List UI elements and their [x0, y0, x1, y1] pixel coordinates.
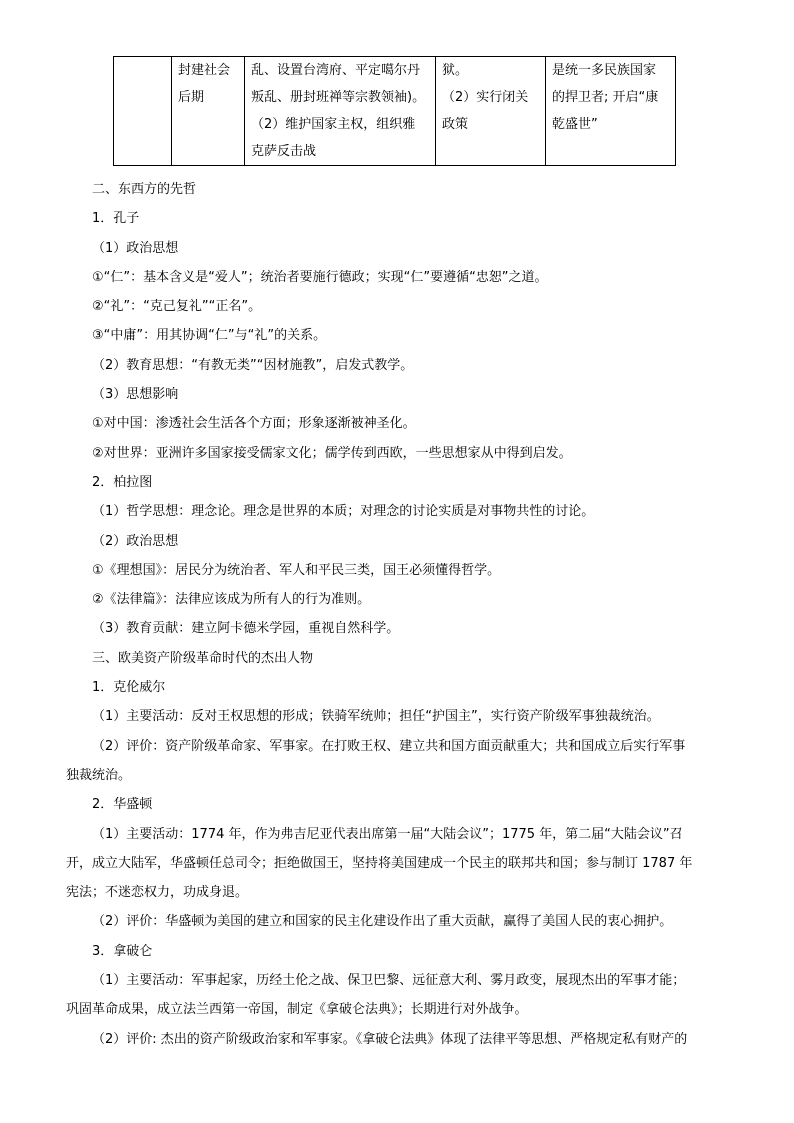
text-line: 3．拿破仑 [92, 943, 153, 959]
table-cell-activities [245, 57, 436, 166]
table-cell-policy [436, 57, 546, 166]
text-line: ③“中庸”：用其协调“仁”与“礼”的关系。 [92, 328, 327, 344]
text-line: 2．柏拉图 [92, 474, 153, 490]
table-cell-period [172, 57, 245, 166]
cell-line: （2）维护国家主权，组织雅 [251, 117, 416, 132]
text-line: 1．克伦威尔 [92, 680, 166, 696]
text-line: 2．华盛顿 [92, 797, 153, 813]
cell-line: 乱、设置台湾府、平定噶尔丹 [251, 63, 421, 78]
table-cell-evaluation [546, 57, 676, 166]
table-row [114, 57, 676, 166]
text-line: （1）政治思想 [92, 240, 179, 256]
cell-line: （2）实行闭关 [442, 90, 529, 105]
text-line: 二、东西方的先哲 [92, 182, 197, 197]
history-figures-table-fragment [113, 56, 676, 166]
text-line: （1）主要活动：反对王权思想的形成；铁骑军统帅；担任“护国主”，实行资产阶级军事独裁统治。 [92, 709, 660, 725]
text-line: 开，成立大陆军，华盛顿任总司令；拒绝做国王，坚持将美国建成一个民主的联邦共和国；参与制订 1787 年 [66, 855, 693, 871]
text-line: （1）主要活动：军事起家，历经土伦之战、保卫巴黎、远征意大利、雾月政变，展现杰出的军事才能； [92, 973, 686, 989]
cell-line: 叛乱、册封班禅等宗教领袖)。 [251, 90, 426, 105]
text-line: ②“礼”：“克己复礼”“正名”。 [92, 299, 262, 315]
cell-line: 是统一多民族国家 [552, 63, 657, 78]
cell-line: 后期 [178, 90, 205, 105]
text-line: （3）思想影响 [92, 387, 179, 403]
table-cell-empty [114, 57, 172, 166]
cell-line: 的捍卫者; 开启“康 [552, 90, 659, 105]
text-line: （2）评价: 杰出的资产阶级政治家和军事家。《拿破仑法典》体现了法律平等思想、严格规定私有财产的 [92, 1031, 688, 1047]
cell-line: 狱。 [442, 63, 469, 78]
text-line: ②《法律篇》：法律应该成为所有人的行为准则。 [92, 592, 371, 608]
text-line: 1．孔子 [92, 211, 140, 227]
text-line: 巩固革命成果，成立法兰西第一帝国，制定《拿破仑法典》；长期进行对外战争。 [66, 1002, 528, 1018]
text-line: ①《理想国》：居民分为统治者、军人和平民三类，国王必须懂得哲学。 [92, 562, 501, 578]
text-line: 三、欧美资产阶级革命时代的杰出人物 [92, 650, 314, 666]
text-line: ①“仁”：基本含义是“爱人”；统治者要施行德政；实现“仁”要遵循“忠恕”之道。 [92, 269, 548, 285]
text-line: （1）哲学思想：理念论。理念是世界的本质；对理念的讨论实质是对事物共性的讨论。 [92, 504, 595, 520]
text-line: （3）教育贡献：建立阿卡德米学园，重视自然科学。 [92, 621, 400, 637]
cell-line: 封建社会 [178, 63, 231, 78]
document-body-text [66, 175, 732, 1054]
text-line: ②对世界：亚洲许多国家接受儒家文化；儒学传到西欧，一些思想家从中得到启发。 [92, 445, 572, 461]
cell-line: 乾盛世” [552, 117, 598, 132]
text-line: （2）评价：资产阶级革命家、军事家。在打败王权、建立共和国方面贡献重大；共和国成立后实行军事 [92, 738, 686, 754]
text-line: （2）评价：华盛顿为美国的建立和国家的民主化建设作出了重大贡献，赢得了美国人民的衷心拥护。 [92, 914, 673, 930]
cell-line: 政策 [442, 117, 469, 132]
text-line: 独裁统治。 [66, 767, 132, 783]
text-line: （2）教育思想：“有教无类”“因材施教”，启发式教学。 [92, 357, 414, 373]
text-line: （2）政治思想 [92, 533, 179, 549]
text-line: 宪法；不迷恋权力，功成身退。 [66, 885, 249, 901]
cell-line: 克萨反击战 [251, 144, 317, 159]
text-line: ①对中国：渗透社会生活各个方面；形象逐渐被神圣化。 [92, 416, 416, 432]
text-line: （1）主要活动：1774 年，作为弗吉尼亚代表出席第一届“大陆会议”；1775 年，第二届“大陆会议”召 [92, 826, 683, 842]
